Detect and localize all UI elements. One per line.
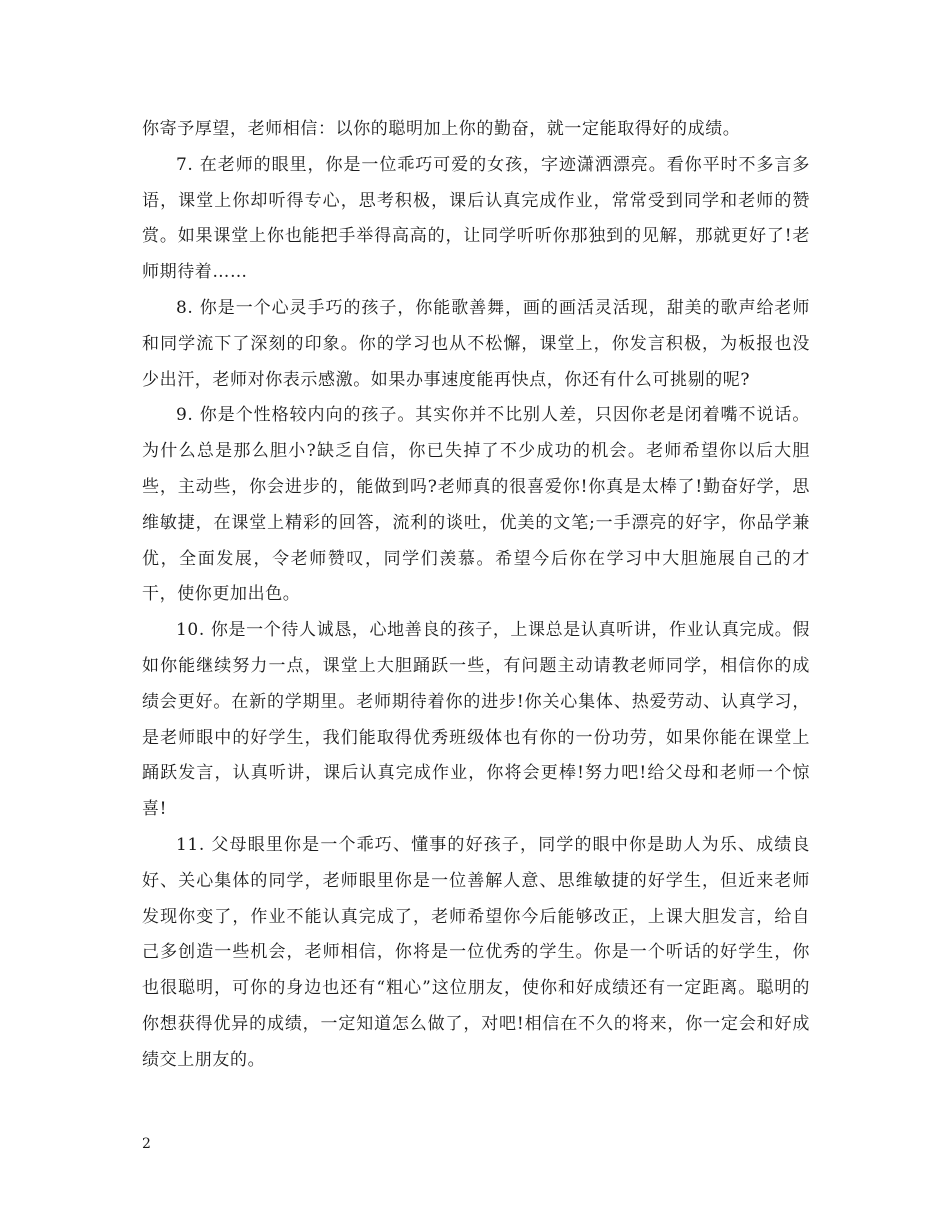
paragraph-item-8: 8. 你是一个心灵手巧的孩子，你能歌善舞，画的画活灵活现，甜美的歌声给老师和同学流下了深刻的印象。你的学习也从不松懈，课堂上，你发言积极，为板报也没少出汗，老师对你表示感激。如果办事速度能再快点，你还有什么可挑剔的呢? xyxy=(142,297,810,390)
paragraph-item-11: 11. 父母眼里你是一个乖巧、懂事的好孩子，同学的眼中你是助人为乐、成绩良好、关心集体的同学，老师眼里你是一位善解人意、思维敏捷的好学生，但近来老师发现你变了，作业不能认真完成了，老师希望你今后能够改正，上课大胆发言，给自己多创造一些机会，老师相信，你将是一位优秀的学生。你是一个听话的好学生，你也很聪明，可你的身边也还有“粗心”这位朋友，使你和好成绩还有一定距离。聪明的你想获得优异的成绩，一定知道怎么做了，对吧!相信在不久的将来，你一定会和好成绩交上朋友的。 xyxy=(142,834,810,1070)
paragraph-item-7: 7. 在老师的眼里，你是一位乖巧可爱的女孩，字迹潇洒漂亮。看你平时不多言多语，课堂上你却听得专心，思考积极，课后认真完成作业，常常受到同学和老师的赞赏。如果课堂上你也能把手举得高高的，让同学听听你那独到的见解，那就更好了!老师期待着…… xyxy=(142,154,810,283)
paragraph-item-10: 10. 你是一个待人诚恳，心地善良的孩子，上课总是认真听讲，作业认真完成。假如你能继续努力一点，课堂上大胆踊跃一些，有问题主动请教老师同学，相信你的成绩会更好。在新的学期里。老师期待着你的进步!你关心集体、热爱劳动、认真学习，是老师眼中的好学生，我们能取得优秀班级体也有你的一份功劳，如果你能在课堂上踊跃发言，认真听讲，课后认真完成作业，你将会更棒!努力吧!给父母和老师一个惊喜! xyxy=(142,620,810,820)
document-body xyxy=(142,112,810,1079)
page-number: 2 xyxy=(142,1136,151,1152)
paragraph-item-9: 9. 你是个性格较内向的孩子。其实你并不比别人差，只因你老是闭着嘴不说话。为什么总是那么胆小?缺乏自信，你已失掉了不少成功的机会。老师希望你以后大胆些，主动些，你会进步的，能做到吗?老师真的很喜爱你!你真是太棒了!勤奋好学，思维敏捷，在课堂上精彩的回答，流利的谈吐，优美的文笔;一手漂亮的好字，你品学兼优，全面发展，令老师赞叹，同学们羡慕。希望今后你在学习中大胆施展自己的才干，使你更加出色。 xyxy=(142,405,810,605)
paragraph-continuation: 你寄予厚望，老师相信：以你的聪明加上你的勤奋，就一定能取得好的成绩。 xyxy=(142,119,741,139)
